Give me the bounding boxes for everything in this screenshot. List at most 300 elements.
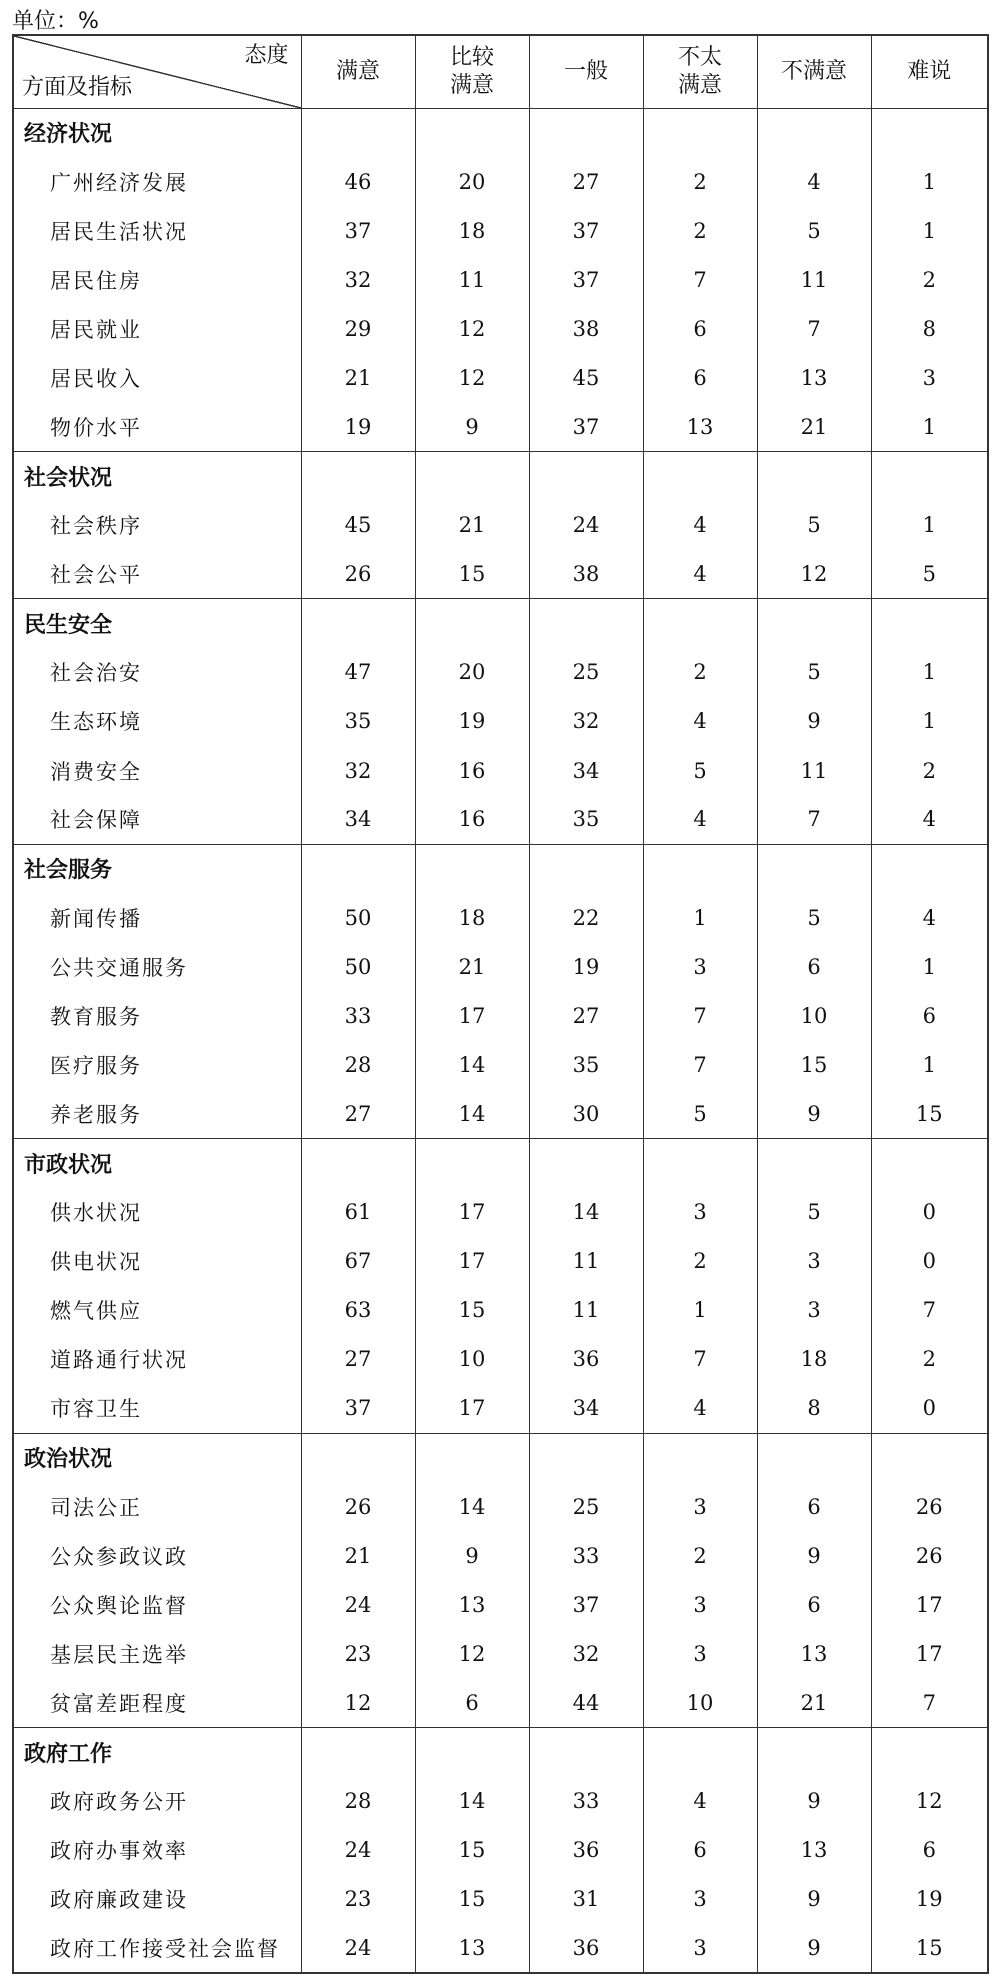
table-row	[13, 1531, 988, 1580]
percent-cell: 12	[757, 550, 871, 599]
percent-cell: 17	[415, 991, 529, 1040]
percent-cell: 3	[643, 942, 757, 991]
percent-cell: 5	[757, 501, 871, 550]
empty-cell	[871, 1139, 988, 1188]
percent-cell: 15	[871, 1090, 988, 1139]
percent-cell: 23	[301, 1875, 415, 1924]
percent-cell: 10	[757, 991, 871, 1040]
indicator-label: 供水状况	[13, 1188, 301, 1237]
section-title: 社会服务	[13, 844, 301, 893]
percent-cell: 16	[415, 795, 529, 844]
col-header-not-very-satisfied: 不太 满意	[643, 35, 757, 108]
section-header-row	[13, 108, 988, 157]
section-header-row	[13, 1139, 988, 1188]
percent-cell: 33	[301, 991, 415, 1040]
percent-cell: 3	[757, 1286, 871, 1335]
percent-cell: 35	[529, 1040, 643, 1089]
percent-cell: 67	[301, 1237, 415, 1286]
empty-cell	[757, 844, 871, 893]
empty-cell	[415, 844, 529, 893]
percent-cell: 29	[301, 304, 415, 353]
section-title: 民生安全	[13, 599, 301, 648]
percent-cell: 1	[871, 648, 988, 697]
percent-cell: 19	[415, 697, 529, 746]
percent-cell: 26	[871, 1482, 988, 1531]
percent-cell: 12	[871, 1777, 988, 1826]
percent-cell: 27	[529, 157, 643, 206]
percent-cell: 18	[415, 206, 529, 255]
percent-cell: 44	[529, 1679, 643, 1728]
percent-cell: 9	[757, 1531, 871, 1580]
indicator-label: 政府政务公开	[13, 1777, 301, 1826]
percent-cell: 15	[871, 1924, 988, 1973]
col-header-hard-to-say: 难说	[871, 35, 988, 108]
percent-cell: 4	[643, 697, 757, 746]
percent-cell: 11	[757, 746, 871, 795]
table-row	[13, 1826, 988, 1875]
indicator-label: 市容卫生	[13, 1384, 301, 1433]
percent-cell: 38	[529, 304, 643, 353]
section-title: 市政状况	[13, 1139, 301, 1188]
percent-cell: 9	[757, 1090, 871, 1139]
percent-cell: 37	[529, 402, 643, 451]
indicator-label: 居民就业	[13, 304, 301, 353]
percent-cell: 11	[757, 255, 871, 304]
indicator-label: 社会秩序	[13, 501, 301, 550]
percent-cell: 9	[415, 402, 529, 451]
percent-cell: 11	[529, 1286, 643, 1335]
percent-cell: 27	[301, 1090, 415, 1139]
indicator-label: 新闻传播	[13, 893, 301, 942]
percent-cell: 15	[757, 1040, 871, 1089]
percent-cell: 4	[643, 501, 757, 550]
table-row	[13, 1040, 988, 1089]
percent-cell: 7	[643, 255, 757, 304]
percent-cell: 3	[871, 353, 988, 402]
percent-cell: 33	[529, 1777, 643, 1826]
table-row	[13, 1629, 988, 1678]
percent-cell: 1	[871, 697, 988, 746]
empty-cell	[757, 108, 871, 157]
percent-cell: 6	[643, 304, 757, 353]
percent-cell: 2	[643, 1237, 757, 1286]
percent-cell: 27	[529, 991, 643, 1040]
percent-cell: 13	[415, 1580, 529, 1629]
percent-cell: 25	[529, 648, 643, 697]
percent-cell: 20	[415, 648, 529, 697]
percent-cell: 21	[757, 1679, 871, 1728]
percent-cell: 22	[529, 893, 643, 942]
percent-cell: 20	[415, 157, 529, 206]
percent-cell: 14	[415, 1777, 529, 1826]
percent-cell: 17	[415, 1237, 529, 1286]
empty-cell	[301, 599, 415, 648]
table-row	[13, 893, 988, 942]
percent-cell: 5	[643, 1090, 757, 1139]
percent-cell: 12	[415, 304, 529, 353]
table-row	[13, 991, 988, 1040]
percent-cell: 3	[643, 1482, 757, 1531]
empty-cell	[757, 599, 871, 648]
percent-cell: 5	[643, 746, 757, 795]
percent-cell: 21	[415, 501, 529, 550]
percent-cell: 16	[415, 746, 529, 795]
percent-cell: 36	[529, 1335, 643, 1384]
percent-cell: 27	[301, 1335, 415, 1384]
empty-cell	[643, 1728, 757, 1777]
percent-cell: 35	[301, 697, 415, 746]
indicator-label: 基层民主选举	[13, 1629, 301, 1678]
empty-cell	[757, 1728, 871, 1777]
percent-cell: 2	[871, 255, 988, 304]
percent-cell: 17	[415, 1384, 529, 1433]
percent-cell: 21	[301, 353, 415, 402]
percent-cell: 26	[301, 1482, 415, 1531]
col-header-fairly-satisfied: 比较 满意	[415, 35, 529, 108]
percent-cell: 31	[529, 1875, 643, 1924]
percent-cell: 1	[643, 893, 757, 942]
percent-cell: 12	[301, 1679, 415, 1728]
percent-cell: 35	[529, 795, 643, 844]
empty-cell	[529, 1728, 643, 1777]
percent-cell: 34	[529, 1384, 643, 1433]
percent-cell: 13	[415, 1924, 529, 1973]
empty-cell	[415, 599, 529, 648]
percent-cell: 14	[415, 1040, 529, 1089]
percent-cell: 1	[643, 1286, 757, 1335]
percent-cell: 9	[757, 697, 871, 746]
percent-cell: 24	[529, 501, 643, 550]
percent-cell: 9	[757, 1777, 871, 1826]
percent-cell: 21	[415, 942, 529, 991]
section-title: 政治状况	[13, 1433, 301, 1482]
percent-cell: 50	[301, 893, 415, 942]
percent-cell: 0	[871, 1188, 988, 1237]
percent-cell: 37	[529, 255, 643, 304]
empty-cell	[415, 1433, 529, 1482]
empty-cell	[643, 452, 757, 501]
table-row	[13, 1384, 988, 1433]
percent-cell: 4	[871, 893, 988, 942]
percent-cell: 19	[301, 402, 415, 451]
table-row	[13, 1482, 988, 1531]
empty-cell	[871, 452, 988, 501]
percent-cell: 4	[643, 795, 757, 844]
percent-cell: 15	[415, 1875, 529, 1924]
table-row	[13, 206, 988, 255]
col-header-satisfied: 满意	[301, 35, 415, 108]
percent-cell: 28	[301, 1777, 415, 1826]
indicator-label: 道路通行状况	[13, 1335, 301, 1384]
percent-cell: 1	[871, 206, 988, 255]
percent-cell: 50	[301, 942, 415, 991]
table-row	[13, 157, 988, 206]
table-row	[13, 1580, 988, 1629]
percent-cell: 7	[643, 1040, 757, 1089]
table-row	[13, 1335, 988, 1384]
percent-cell: 5	[757, 893, 871, 942]
percent-cell: 1	[871, 1040, 988, 1089]
indicator-label: 物价水平	[13, 402, 301, 451]
percent-cell: 15	[415, 1826, 529, 1875]
percent-cell: 9	[757, 1924, 871, 1973]
indicator-label: 供电状况	[13, 1237, 301, 1286]
col-header-average: 一般	[529, 35, 643, 108]
table-row	[13, 501, 988, 550]
percent-cell: 46	[301, 157, 415, 206]
empty-cell	[301, 1728, 415, 1777]
empty-cell	[301, 1139, 415, 1188]
percent-cell: 32	[529, 697, 643, 746]
percent-cell: 6	[757, 1482, 871, 1531]
percent-cell: 21	[757, 402, 871, 451]
indicator-label: 社会治安	[13, 648, 301, 697]
percent-cell: 9	[415, 1531, 529, 1580]
table-row	[13, 1679, 988, 1728]
percent-cell: 3	[757, 1237, 871, 1286]
empty-cell	[529, 108, 643, 157]
percent-cell: 6	[871, 991, 988, 1040]
empty-cell	[643, 1139, 757, 1188]
empty-cell	[415, 1728, 529, 1777]
percent-cell: 3	[643, 1629, 757, 1678]
percent-cell: 3	[643, 1875, 757, 1924]
corner-header-attitude: 态度	[244, 43, 289, 68]
percent-cell: 7	[643, 1335, 757, 1384]
indicator-label: 燃气供应	[13, 1286, 301, 1335]
percent-cell: 2	[871, 1335, 988, 1384]
table-row	[13, 1777, 988, 1826]
percent-cell: 7	[757, 795, 871, 844]
percent-cell: 8	[871, 304, 988, 353]
indicator-label: 消费安全	[13, 746, 301, 795]
col-header-dissatisfied: 不满意	[757, 35, 871, 108]
percent-cell: 3	[643, 1924, 757, 1973]
percent-cell: 4	[757, 157, 871, 206]
percent-cell: 13	[757, 1629, 871, 1678]
percent-cell: 32	[301, 255, 415, 304]
percent-cell: 7	[643, 991, 757, 1040]
percent-cell: 34	[529, 746, 643, 795]
percent-cell: 24	[301, 1826, 415, 1875]
table-row	[13, 1188, 988, 1237]
table-row	[13, 402, 988, 451]
empty-cell	[529, 599, 643, 648]
table-row	[13, 1875, 988, 1924]
section-title: 社会状况	[13, 452, 301, 501]
section-header-row	[13, 844, 988, 893]
empty-cell	[871, 599, 988, 648]
empty-cell	[871, 1728, 988, 1777]
table-row	[13, 746, 988, 795]
table-row	[13, 648, 988, 697]
percent-cell: 47	[301, 648, 415, 697]
percent-cell: 2	[643, 648, 757, 697]
percent-cell: 2	[871, 746, 988, 795]
table-row	[13, 1090, 988, 1139]
percent-cell: 37	[529, 1580, 643, 1629]
table-row	[13, 353, 988, 402]
percent-cell: 4	[643, 1777, 757, 1826]
empty-cell	[643, 844, 757, 893]
percent-cell: 7	[871, 1286, 988, 1335]
percent-cell: 32	[301, 746, 415, 795]
percent-cell: 2	[643, 206, 757, 255]
indicator-label: 公众舆论监督	[13, 1580, 301, 1629]
section-title: 政府工作	[13, 1728, 301, 1777]
section-header-row	[13, 452, 988, 501]
percent-cell: 9	[757, 1875, 871, 1924]
percent-cell: 19	[529, 942, 643, 991]
percent-cell: 26	[301, 550, 415, 599]
percent-cell: 0	[871, 1384, 988, 1433]
empty-cell	[529, 452, 643, 501]
percent-cell: 37	[301, 206, 415, 255]
empty-cell	[529, 1433, 643, 1482]
percent-cell: 13	[757, 353, 871, 402]
percent-cell: 6	[757, 1580, 871, 1629]
percent-cell: 37	[529, 206, 643, 255]
empty-cell	[871, 108, 988, 157]
empty-cell	[529, 1139, 643, 1188]
percent-cell: 2	[643, 1531, 757, 1580]
indicator-label: 医疗服务	[13, 1040, 301, 1089]
table-row	[13, 795, 988, 844]
percent-cell: 6	[415, 1679, 529, 1728]
percent-cell: 2	[643, 157, 757, 206]
percent-cell: 17	[415, 1188, 529, 1237]
percent-cell: 15	[415, 1286, 529, 1335]
table-row	[13, 1286, 988, 1335]
percent-cell: 14	[529, 1188, 643, 1237]
percent-cell: 61	[301, 1188, 415, 1237]
percent-cell: 18	[757, 1335, 871, 1384]
satisfaction-table	[12, 34, 989, 1974]
percent-cell: 17	[871, 1580, 988, 1629]
percent-cell: 13	[643, 402, 757, 451]
empty-cell	[643, 599, 757, 648]
percent-cell: 4	[871, 795, 988, 844]
corner-header-cell	[13, 35, 301, 108]
percent-cell: 7	[871, 1679, 988, 1728]
indicator-label: 广州经济发展	[13, 157, 301, 206]
percent-cell: 30	[529, 1090, 643, 1139]
corner-header-aspect: 方面及指标	[22, 74, 133, 100]
table-row	[13, 255, 988, 304]
percent-cell: 38	[529, 550, 643, 599]
empty-cell	[301, 844, 415, 893]
percent-cell: 13	[757, 1826, 871, 1875]
percent-cell: 14	[415, 1482, 529, 1531]
percent-cell: 18	[415, 893, 529, 942]
percent-cell: 17	[871, 1629, 988, 1678]
indicator-label: 社会公平	[13, 550, 301, 599]
percent-cell: 28	[301, 1040, 415, 1089]
indicator-label: 司法公正	[13, 1482, 301, 1531]
empty-cell	[757, 1433, 871, 1482]
percent-cell: 37	[301, 1384, 415, 1433]
percent-cell: 1	[871, 942, 988, 991]
percent-cell: 25	[529, 1482, 643, 1531]
empty-cell	[301, 108, 415, 157]
percent-cell: 12	[415, 353, 529, 402]
percent-cell: 45	[529, 353, 643, 402]
percent-cell: 11	[529, 1237, 643, 1286]
percent-cell: 10	[643, 1679, 757, 1728]
empty-cell	[643, 108, 757, 157]
table-row	[13, 550, 988, 599]
percent-cell: 24	[301, 1580, 415, 1629]
empty-cell	[757, 1139, 871, 1188]
table-body	[13, 108, 988, 1973]
percent-cell: 21	[301, 1531, 415, 1580]
percent-cell: 7	[757, 304, 871, 353]
indicator-label: 养老服务	[13, 1090, 301, 1139]
table-row	[13, 304, 988, 353]
indicator-label: 政府廉政建设	[13, 1875, 301, 1924]
empty-cell	[415, 108, 529, 157]
indicator-label: 教育服务	[13, 991, 301, 1040]
header-row	[13, 35, 988, 108]
percent-cell: 36	[529, 1924, 643, 1973]
table-row	[13, 942, 988, 991]
percent-cell: 8	[757, 1384, 871, 1433]
indicator-label: 居民收入	[13, 353, 301, 402]
percent-cell: 6	[871, 1826, 988, 1875]
indicator-label: 居民住房	[13, 255, 301, 304]
percent-cell: 4	[643, 1384, 757, 1433]
percent-cell: 5	[757, 648, 871, 697]
percent-cell: 11	[415, 255, 529, 304]
percent-cell: 15	[415, 550, 529, 599]
percent-cell: 6	[643, 353, 757, 402]
empty-cell	[529, 844, 643, 893]
percent-cell: 36	[529, 1826, 643, 1875]
percent-cell: 14	[415, 1090, 529, 1139]
percent-cell: 6	[643, 1826, 757, 1875]
percent-cell: 23	[301, 1629, 415, 1678]
percent-cell: 1	[871, 402, 988, 451]
percent-cell: 1	[871, 501, 988, 550]
section-header-row	[13, 599, 988, 648]
percent-cell: 32	[529, 1629, 643, 1678]
section-title: 经济状况	[13, 108, 301, 157]
empty-cell	[415, 452, 529, 501]
percent-cell: 5	[871, 550, 988, 599]
empty-cell	[757, 452, 871, 501]
percent-cell: 4	[643, 550, 757, 599]
percent-cell: 34	[301, 795, 415, 844]
indicator-label: 公共交通服务	[13, 942, 301, 991]
percent-cell: 26	[871, 1531, 988, 1580]
percent-cell: 10	[415, 1335, 529, 1384]
indicator-label: 社会保障	[13, 795, 301, 844]
table-row	[13, 697, 988, 746]
percent-cell: 12	[415, 1629, 529, 1678]
table-row	[13, 1924, 988, 1973]
empty-cell	[871, 1433, 988, 1482]
percent-cell: 3	[643, 1580, 757, 1629]
percent-cell: 33	[529, 1531, 643, 1580]
section-header-row	[13, 1433, 988, 1482]
percent-cell: 0	[871, 1237, 988, 1286]
empty-cell	[415, 1139, 529, 1188]
indicator-label: 公众参政议政	[13, 1531, 301, 1580]
unit-label: 单位：%	[12, 9, 99, 34]
percent-cell: 5	[757, 1188, 871, 1237]
indicator-label: 政府办事效率	[13, 1826, 301, 1875]
percent-cell: 3	[643, 1188, 757, 1237]
